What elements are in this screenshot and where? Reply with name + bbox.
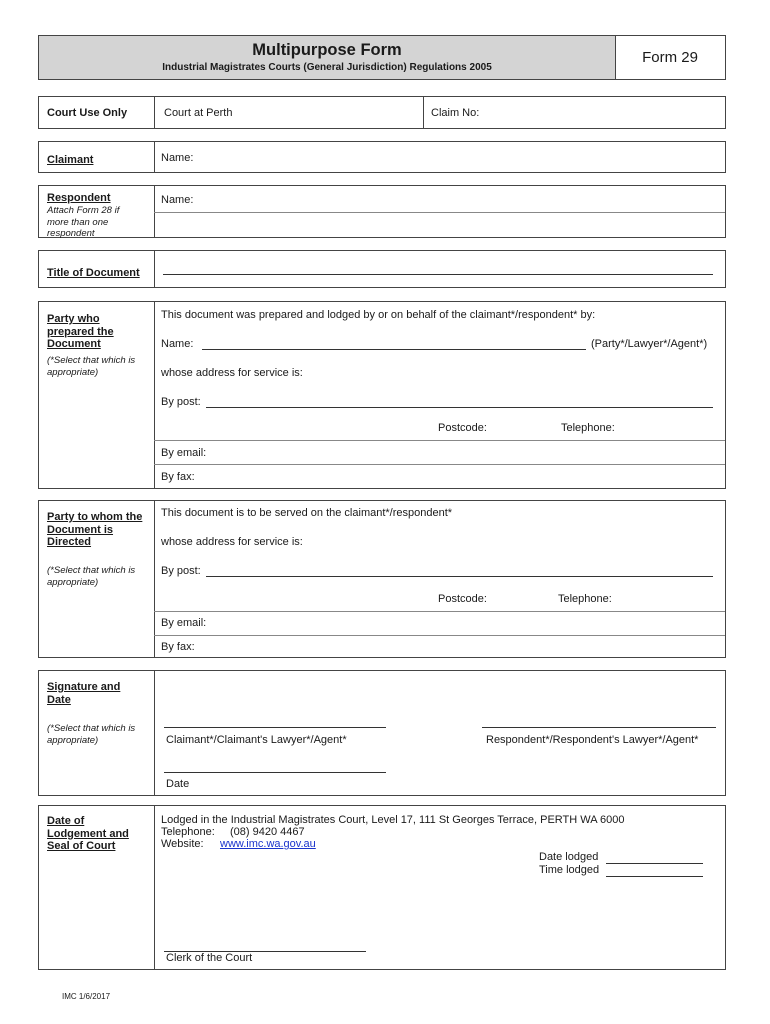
claimant-signature-caption: Claimant*/Claimant's Lawyer*/Agent* xyxy=(166,734,347,746)
party-prepared-post-label: By post: xyxy=(161,396,201,408)
signature-note: (*Select that which is appropriate) xyxy=(47,723,136,746)
party-directed-email[interactable]: By email: xyxy=(161,617,207,629)
time-lodged-label: Time lodged xyxy=(539,864,600,876)
party-directed-postcode[interactable]: Postcode: xyxy=(438,593,487,605)
party-prepared-note: (*Select that which is appropriate) xyxy=(47,355,136,378)
lodgement-telephone-label: Telephone: xyxy=(161,826,215,838)
respondent-signature-caption: Respondent*/Respondent's Lawyer*/Agent* xyxy=(486,734,699,746)
respondent-name-field[interactable]: Name: xyxy=(161,194,194,206)
form-regulation-subtitle: Industrial Magistrates Courts (General Jurisdiction) Regulations 2005 xyxy=(162,62,492,73)
date-lodged-label: Date lodged xyxy=(539,851,599,863)
court-use-section xyxy=(38,96,726,129)
clerk-caption: Clerk of the Court xyxy=(166,952,253,964)
respondent-label: Respondent xyxy=(47,192,111,204)
party-directed-post-label: By post: xyxy=(161,565,201,577)
party-prepared-fax[interactable]: By fax: xyxy=(161,471,195,483)
signature-section xyxy=(38,670,726,796)
party-directed-label: Party to whom the Document is Directed xyxy=(47,511,143,548)
form-header xyxy=(38,35,726,80)
court-use-label: Court Use Only xyxy=(47,107,128,119)
respondent-section xyxy=(38,185,726,238)
form-number: Form 29 xyxy=(642,49,698,66)
party-prepared-name-label: Name: xyxy=(161,338,194,350)
party-prepared-name-field[interactable] xyxy=(202,349,586,350)
date-lodged-field[interactable] xyxy=(606,863,703,864)
signature-date-line[interactable] xyxy=(164,772,386,773)
party-prepared-email[interactable]: By email: xyxy=(161,447,207,459)
respondent-signature-line[interactable] xyxy=(482,727,716,728)
form-title: Multipurpose Form xyxy=(252,41,402,59)
party-directed-fax[interactable]: By fax: xyxy=(161,641,195,653)
claimant-label: Claimant xyxy=(47,154,94,166)
signature-label: Signature and Date xyxy=(47,681,121,706)
party-directed-note: (*Select that which is appropriate) xyxy=(47,565,136,588)
party-prepared-address-label: whose address for service is: xyxy=(161,367,303,379)
party-prepared-post-field[interactable] xyxy=(206,407,713,408)
party-prepared-postcode[interactable]: Postcode: xyxy=(438,422,487,434)
title-of-document-label: Title of Document xyxy=(47,267,140,279)
claimant-section xyxy=(38,141,726,173)
lodgement-website-label: Website: xyxy=(161,838,204,850)
title-of-document-field[interactable] xyxy=(163,274,713,275)
respondent-note: Attach Form 28 if more than one respondent xyxy=(47,205,120,239)
party-prepared-label: Party who prepared the Document xyxy=(47,313,114,350)
lodgement-website-link[interactable]: www.imc.wa.gov.au xyxy=(220,838,316,850)
title-of-document-section xyxy=(38,250,726,288)
claimant-signature-line[interactable] xyxy=(164,727,386,728)
signature-date-caption: Date xyxy=(166,778,190,790)
party-directed-intro: This document is to be served on the claimant*/respondent* xyxy=(161,507,453,519)
party-prepared-telephone[interactable]: Telephone: xyxy=(561,422,615,434)
claimant-name-field[interactable]: Name: xyxy=(161,152,194,164)
form-version: IMC 1/6/2017 xyxy=(62,992,111,1001)
claim-no-field[interactable]: Claim No: xyxy=(431,107,480,119)
court-location: Court at Perth xyxy=(164,107,233,119)
party-directed-telephone[interactable]: Telephone: xyxy=(558,593,612,605)
time-lodged-field[interactable] xyxy=(606,876,703,877)
party-directed-address-label: whose address for service is: xyxy=(161,536,303,548)
party-prepared-intro: This document was prepared and lodged by or on behalf of the claimant*/respondent* by: xyxy=(161,309,596,321)
party-directed-post-field[interactable] xyxy=(206,576,713,577)
lodgement-section xyxy=(38,805,726,970)
lodgement-telephone: (08) 9420 4467 xyxy=(230,826,305,838)
party-prepared-role: (Party*/Lawyer*/Agent*) xyxy=(591,338,708,350)
lodgement-address: Lodged in the Industrial Magistrates Court, Level 17, 111 St Georges Terrace, PERTH WA 6000 xyxy=(161,814,625,826)
lodgement-label: Date of Lodgement and Seal of Court xyxy=(47,815,129,852)
party-prepared-section xyxy=(38,301,726,489)
party-directed-section xyxy=(38,500,726,658)
